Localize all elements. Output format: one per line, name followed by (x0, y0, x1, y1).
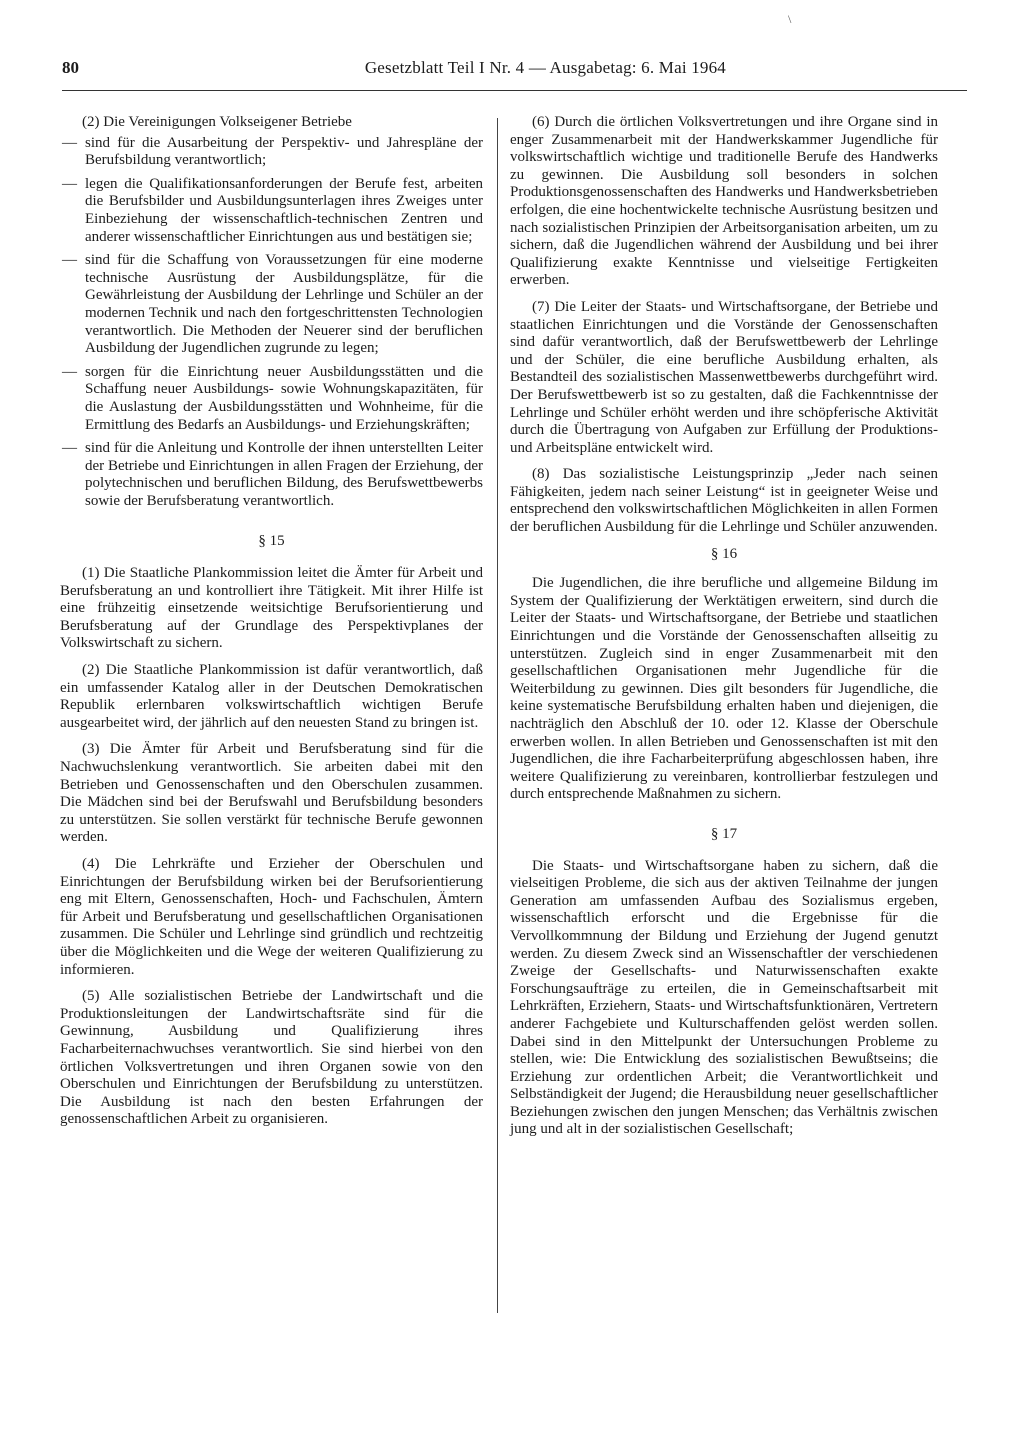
running-head: Gesetzblatt Teil I Nr. 4 — Ausgabetag: 6. Mai 1964 (364, 58, 726, 77)
list-item (60, 364, 483, 434)
right-column (510, 114, 938, 1148)
dash-list (60, 135, 483, 511)
column-divider (497, 118, 498, 1313)
left-column (60, 114, 483, 1138)
header-rule (62, 90, 967, 91)
paragraph-intro: (2) Die Vereinigungen Volkseigener Betriebe (82, 114, 352, 130)
dash-marker: — (62, 440, 77, 457)
paragraph-15-8: (8) Das sozialistische Leistungsprinzip „Jeder nach seinen Fähigkeiten, jedem nach seiner Leistung“ ist in geeigneter Weise und entsprechend den volkswirtschaftlichen Möglichkeiten in allen Formen der beruflichen Ausbildung für die Lehrlinge und Schüler anzuwenden. (510, 466, 938, 536)
paragraph-15-1: (1) Die Staatliche Plankommission leitet die Ämter für Arbeit und Berufsberatung an und kontrolliert ihre Tätigkeit. Mit ihrer Hilfe ist eine frühzeitig einsetzende weitsichtige Berufsorientierung und Berufsberatung auf der Grundlage des Perspektivplanes der Volkswirtschaft zu sichern. (60, 565, 483, 652)
dash-marker: — (62, 363, 77, 380)
section-heading-15: § 15 (258, 533, 285, 550)
page-number: 80 (62, 58, 79, 77)
list-item-text: legen die Qualifikationsanforderungen der Berufe fest, arbeiten die Berufsbilder und Ausbildungsunterlagen ihres Zweiges unter Einbeziehung der wissenschaftlich-technischen Zentren und anderer wissenschaftlicher Einrichtungen aus und bestätigen sie; (85, 175, 483, 245)
paragraph-17: Die Staats- und Wirtschaftsorgane haben zu sichern, daß die vielseitigen Probleme, die sich aus der aktiven Teilnahme der jungen Generation am umfassenden Aufbau des Sozialismus ergeben, wissenschaftlich erforscht und die Ergebnisse für die Vervollkommnung der Bildung und Erziehung der Jugend genutzt werden. Zu diesem Zweck sind an Wissenschaftler der verschiedenen Zweige der Gesellschafts- und Naturwissenschaften exakte Forschungsaufträge zu erteilen, die in Gemeinschaftsarbeit mit Lehrkräften, Erziehern, Staats- und Wirtschaftsfunktionären, Vertretern anderer Fachgebiete und Kulturschaffenden gelöst werden sollen. Dabei sind in den Mittelpunkt der Untersuchungen Probleme zu stellen, wie: Die Entwicklung des sozialistischen Bewußtseins; die Erziehung zur ordentlichen Arbeit; die Verantwortlichkeit und Selbständigkeit der Jugend; die Herausbildung neuer gesellschaftlicher Beziehungen zwischen den jungen Menschen; das Verhältnis zwischen jung und alt in der sozialistischen Gesellschaft; (510, 857, 938, 1138)
dash-marker: — (62, 252, 77, 269)
paragraph-15-4: (4) Die Lehrkräfte und Erzieher der Oberschulen und Einrichtungen der Berufsbildung wirken bei der Berufsorientierung eng mit Eltern, Genossenschaften, Hoch- und Fachschulen, Ämtern für Arbeit und Berufsberatung und gesellschaftlichen Organisationen zusammen. Die Schüler und Lehrlinge sind gründlich und rechtzeitig über die Möglichkeiten und die Wege der weiteren Qualifizierung zu informieren. (60, 855, 483, 978)
list-item-text: sind für die Anleitung und Kontrolle der ihnen unterstellten Leiter der Betriebe und Einrichtungen in allen Fragen der Erziehung, der polytechnischen und beruflichen Bildung, des Berufswettbewerbs sowie der Berufsberatung verantwortlich. (85, 440, 483, 509)
paragraph-15-6: (6) Durch die örtlichen Volksvertretungen und ihre Organe sind in enger Zusammenarbeit mit der Handwerkskammer Jugendliche für volkswirtschaftlich wichtige und traditionelle Berufe des Handwerks zu gewinnen. Die Ausbildung soll besonders in solchen Produktionsgenossenschaften des Handwerks und Handwerksbetrieben erfolgen, die eine hochentwickelte technische Ausrüstung besitzen und nach sozialistischen Prinzipien der Arbeitsorganisation arbeiten, um zu sichern, daß die Jugendlichen während der Ausbildung und bei ihrer Qualifizierung exakte Kenntnisse und vielseitige Fertigkeiten erwerben. (510, 114, 938, 289)
list-item-text: sorgen für die Einrichtung neuer Ausbildungsstätten und die Schaffung neuer Ausbildungs- sowie Wohnungskapazitäten, für die Auslastung der Ausbildungsstätten und Wohnheime, für die Ermittlung des Bedarfs an Ausbildungs- und Erziehungskräften; (85, 363, 483, 433)
paragraph-15-5: (5) Alle sozialistischen Betriebe der Landwirtschaft und die Produktionsleitungen der Landwirtschaftsräte sind für die Gewinnung, Ausbildung und Qualifizierung ihres Facharbeiternachwuchses verantwortlich. Sie sind hierbei von den örtlichen Volksvertretungen und ihren Organen sowie von den Oberschulen und Einrichtungen der Berufsbildung zu unterstützen. Die Ausbildung ist nach den besten Erfahrungen der genossenschaftlichen Arbeit zu organisieren. (60, 988, 483, 1128)
list-item (60, 252, 483, 358)
page-header (62, 58, 726, 82)
paragraph-15-7: (7) Die Leiter der Staats- und Wirtschaftsorgane, der Betriebe und staatlichen Einrichtungen und die Vorstände der Genossenschaften sind dafür verantwortlich, daß der Berufswettbewerb der Lehrlinge und der Schüler, die eine berufliche Ausbildung erhalten, als Bestandteil des sozialistischen Massenwettbewerbs durchgeführt wird. Der Berufswettbewerb ist so zu gestalten, daß die Fachkenntnisse der Lehrlinge und Schüler erhöht werden und ihre schöpferische Aktivität durch die Übertragung von Aufgaben zur Erfüllung der Produktions- und Arbeitspläne entwickelt wird. (510, 298, 938, 456)
section-heading-16: § 16 (710, 545, 738, 562)
list-item (60, 176, 483, 246)
list-item-text: sind für die Schaffung von Voraussetzungen für eine moderne technische Ausrüstung der Ausbildungsplätze, für die Gewährleistung der Ausbildung der Lehrlinge und Schüler an der modernen Technik und nach den fortgeschrittensten Technologien verantwortlich. Die Methoden der Neuerer sind der beruflichen Ausbildung der Jugendlichen zugrunde zu legen; (85, 252, 483, 357)
dash-marker: — (62, 175, 77, 192)
paragraph-15-2: (2) Die Staatliche Plankommission ist dafür verantwortlich, daß ein umfassender Katalog aller in der Deutschen Demokratischen Republik erlernbaren volkswirtschaftlich wichtigen Berufe ausgearbeitet wird, der jährlich auf den neuesten Stand zu bringen ist. (60, 662, 483, 731)
scan-speck: \ (788, 12, 792, 26)
section-heading-17: § 17 (710, 825, 738, 842)
paragraph-15-3: (3) Die Ämter für Arbeit und Berufsberatung sind für die Nachwuchslenkung verantwortlich. Sie arbeiten dabei mit den Betrieben und Genossenschaften und den Oberschulen zusammen. Die Mädchen sind bei der Berufswahl und Berufsbildung besonders zu unterstützen. Sie sollen verstärkt für technische Berufe gewonnen werden. (60, 741, 483, 846)
list-item-text: sind für die Ausarbeitung der Perspektiv- und Jahrespläne der Berufsbildung verantwortlich; (85, 134, 483, 169)
list-item (60, 135, 483, 170)
paragraph-16: Die Jugendlichen, die ihre berufliche und allgemeine Bildung im System der Qualifizierung der Werktätigen erweitern, sind durch die Leiter der Staats- und Wirtschaftsorgane, der Betriebe und staatlichen Einrichtungen und die Vorstände der Genossenschaften allseitig zu unterstützen. Zugleich sind in enger Zusammenarbeit mit den gesellschaftlichen Organisationen mehr Jugendliche für die Weiterbildung zu gewinnen. Dies gilt besonders für Jugendliche, die keine systematische Berufsbildung erhalten haben und diejenigen, die nachträglich den Abschluß der 10. oder 12. Klasse der Oberschule erwerben wollen. In allen Betrieben und Genossenschaften ist mit den Jugendlichen, die ihre Facharbeiterprüfung abgeschlossen haben, ihre weitere Qualifizierung zu vereinbaren, kontrollierbar festzulegen und durch entsprechende Maßnahmen zu sichern. (510, 575, 938, 803)
list-item (60, 440, 483, 510)
dash-marker: — (62, 134, 77, 151)
